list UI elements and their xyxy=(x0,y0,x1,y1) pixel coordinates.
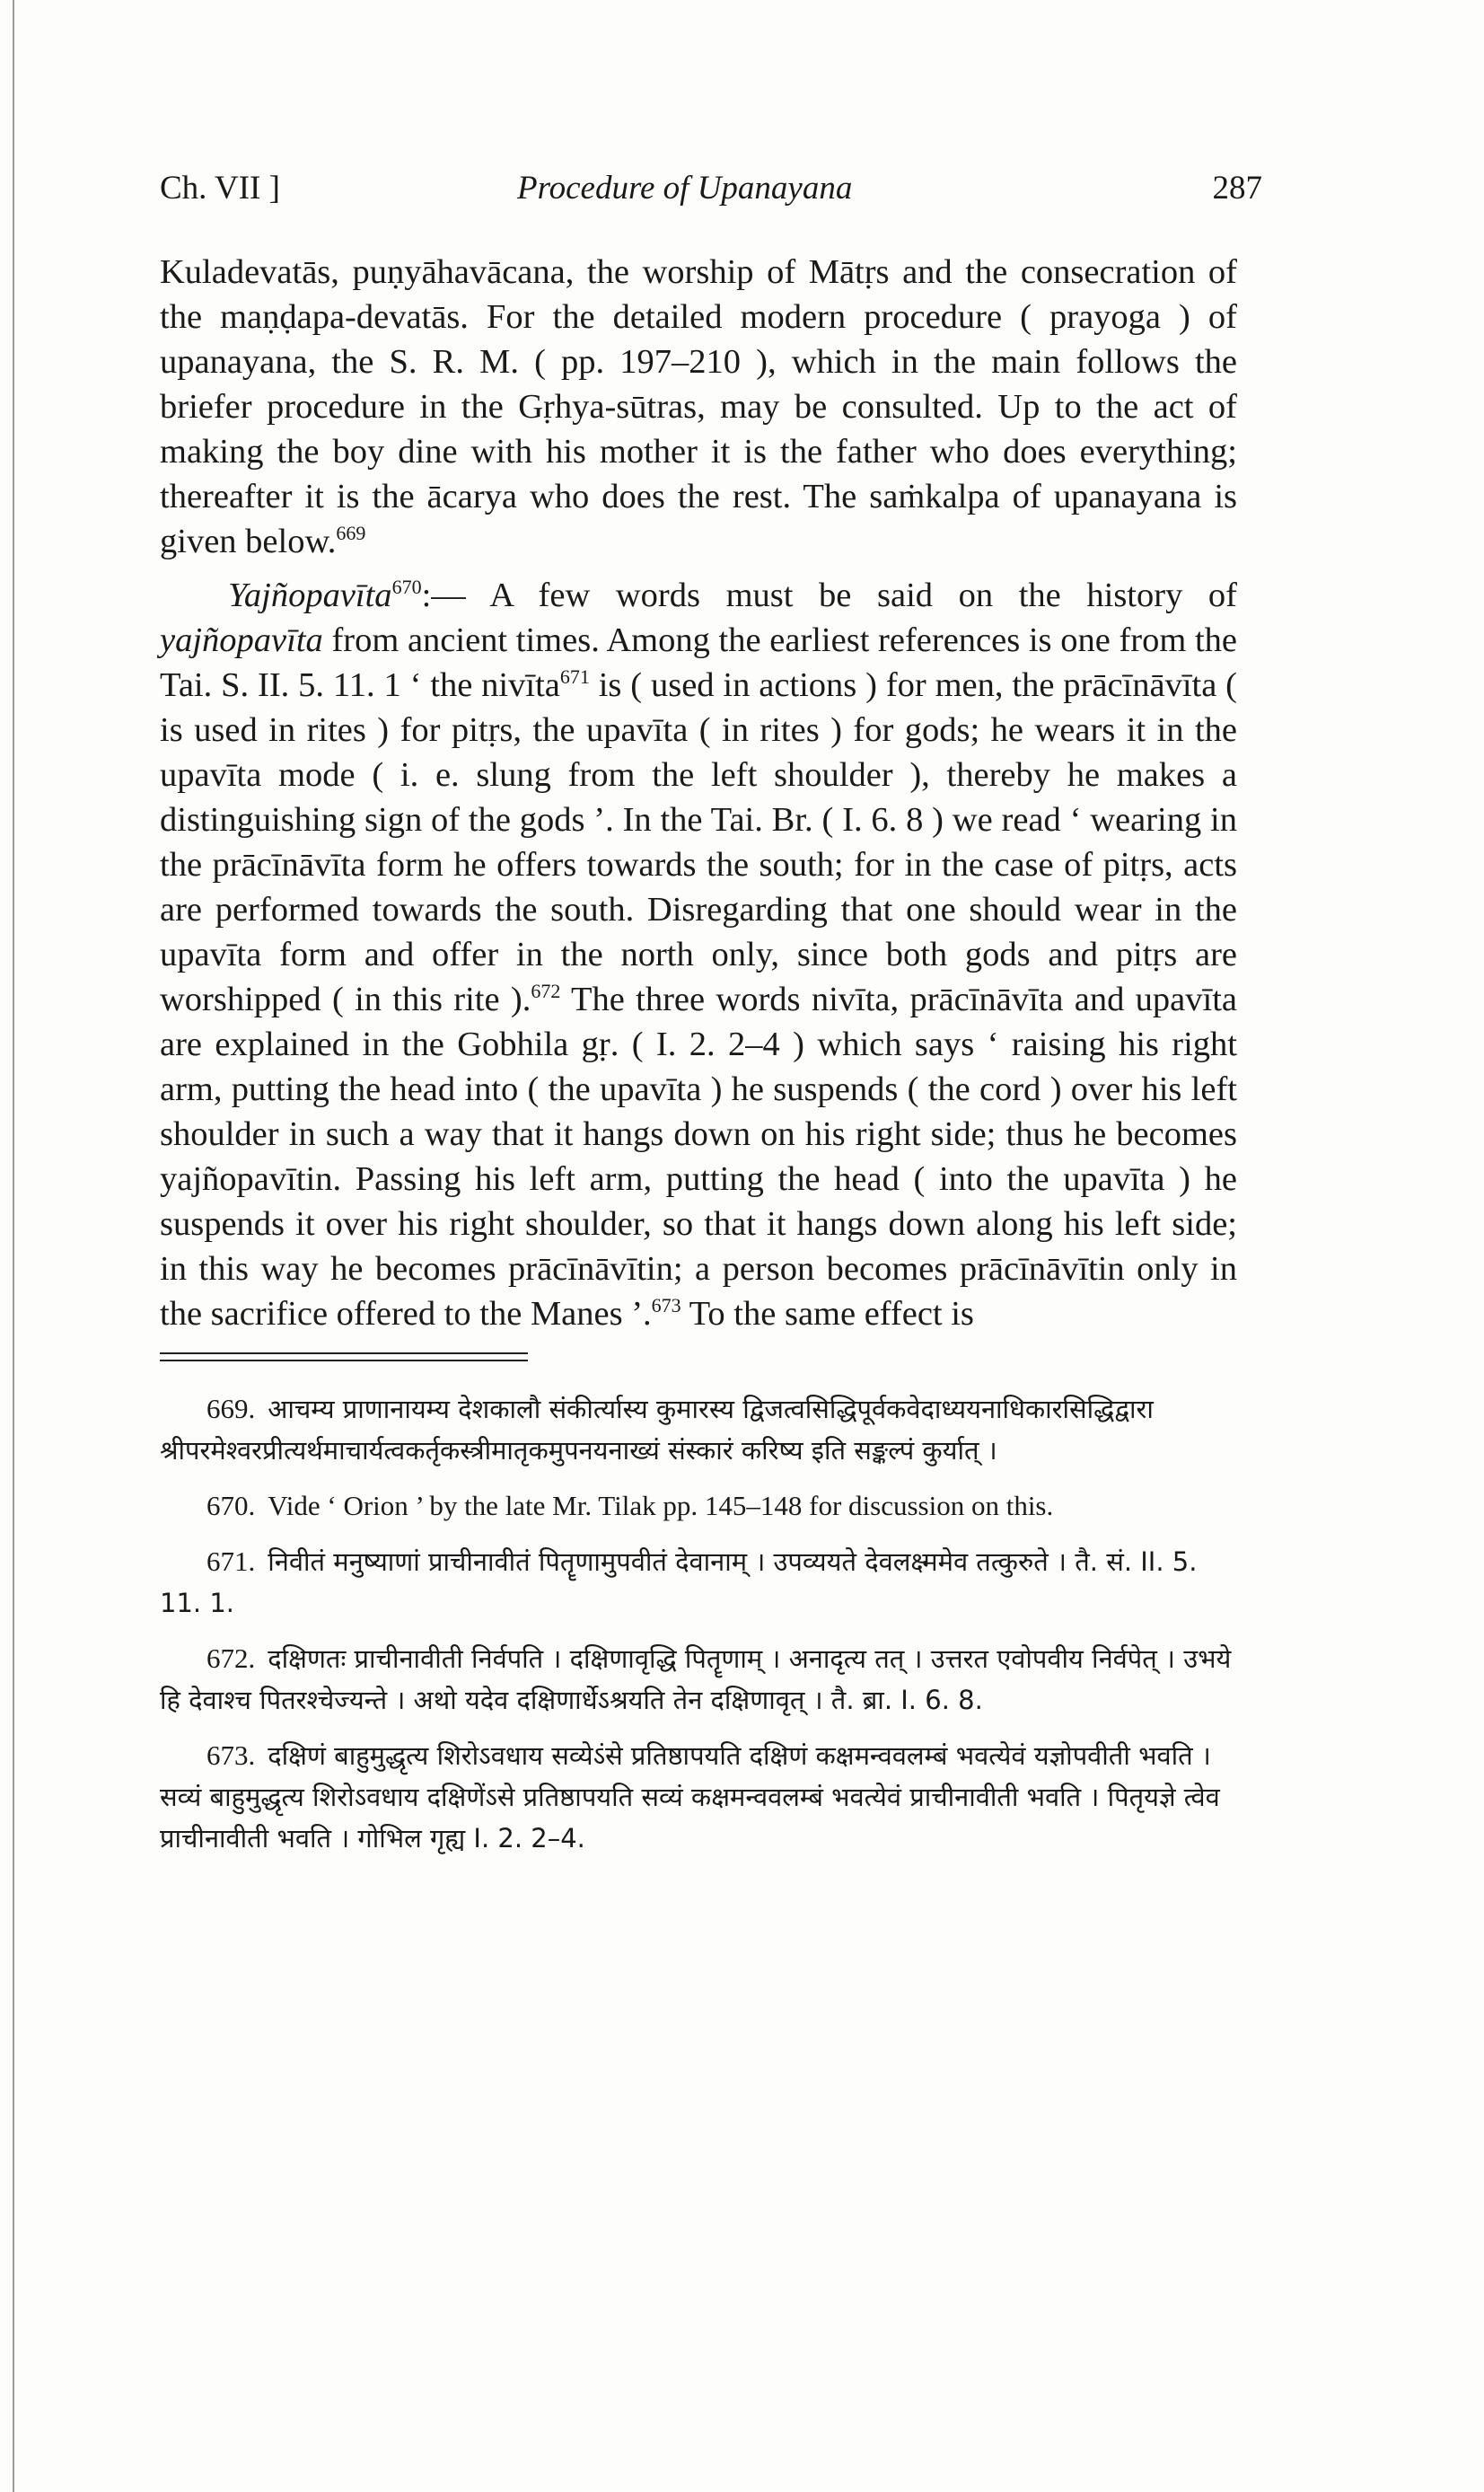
footnote-text: दक्षिणं बाहुमुद्धृत्य शिरोऽवधाय सव्येऽंसे प्रतिष्ठापयति दक्षिणं कक्षमन्ववलम्बं भवत्येवं यज्ञोपवीती भवति । सव्यं बाहुमुद्धृत्य शिरोऽवधाय दक्षिणेंऽसे प्रतिष्ठापयति सव्यं कक्षमन्ववलम्बं भवत्येवं प्राचीनावीती भवति । पितृयज्ञे त्वेव प्राचीनावीती भवति । गोभिल गृह्य I. 2. 2–4. xyxy=(160,1740,1220,1854)
footnotes xyxy=(160,1388,1237,1859)
page-number: 287 xyxy=(1212,170,1262,207)
page xyxy=(160,169,1262,1873)
footnote-text: Vide ‘ Orion ’ by the late Mr. Tilak pp. 145–148 for discussion on this. xyxy=(268,1490,1054,1521)
footnote-number: 670. xyxy=(206,1490,256,1521)
footnote-ref-673[interactable]: 673 xyxy=(651,1294,681,1317)
paragraph-2-italic-term: yajñopavīta xyxy=(160,621,323,659)
footnote-ref-670[interactable]: 670 xyxy=(391,576,422,599)
footnote-number: 669. xyxy=(206,1393,256,1424)
paragraph-2-text-b: from ancient times. Among the earliest references is one from the Tai. S. II. 5. 11. 1 ‘ the nivīta xyxy=(160,621,1237,704)
footnote-number: 671. xyxy=(206,1545,256,1577)
footnote-669 xyxy=(160,1388,1237,1471)
paragraph-1 xyxy=(160,250,1237,564)
footnote-divider xyxy=(160,1352,528,1361)
paragraph-2-text-e: To the same effect is xyxy=(681,1295,974,1333)
paragraph-1-text: Kuladevatās, puṇyāhavācana, the worship of Mātṛs and the consecration of the maṇḍapa-devatās. For the detailed modern procedure ( prayoga ) of upanayana, the S. R. M. ( pp. 197–210 ), which in the main follows the briefer procedure in the Gṛhya-sūtras, may be consulted. Up to the act of making the boy dine with his mother it is the father who does everything; thereafter it is the ācarya who does the rest. The saṁkalpa of upanayana is given below. xyxy=(160,253,1237,560)
body-text xyxy=(160,250,1237,1336)
footnote-text: निवीतं मनुष्याणां प्राचीनावीतं पितॄणामुपवीतं देवानाम् । उपव्ययते देवलक्ष्ममेव तत्कुरुते । तै. सं. II. 5. 11. 1. xyxy=(160,1546,1198,1618)
paragraph-2-text-c: is ( used in actions ) for men, the prācīnāvīta ( is used in rites ) for pitṛs, the upavīta ( in rites ) for gods; he wears it in the upavīta mode ( i. e. slung from the left shoulder ), thereby he makes a distinguishing sign of the gods ’. In the Tai. Br. ( I. 6. 8 ) we read ‘ wearing in the prācīnāvīta form he offers towards the south; for in the case of pitṛs, acts are performed towards the south. Disregarding that one should wear in the upavīta form and offer in the north only, since both gods and pitṛs are worshipped ( in this rite ). xyxy=(160,666,1237,1018)
footnote-text: दक्षिणतः प्राचीनावीती निर्वपति । दक्षिणावृद्धि पितॄणाम् । अनादृत्य तत् । उत्तरत एवोपवीय निर्वपेत् । उभये हि देवाश्च पितरश्चेज्यन्ते । अथो यदेव दक्षिणार्धेऽश्रयति तेन दक्षिणावृत् । तै. ब्रा. I. 6. 8. xyxy=(160,1643,1232,1715)
paragraph-2 xyxy=(160,573,1237,1336)
footnote-text: आचम्य प्राणानायम्य देशकालौ संकीर्त्यास्य कुमारस्य द्विजत्वसिद्धिपूर्वकवेदाध्ययनाधिकारसिद्धिद्वारा श्रीपरमेश्वरप्रीत्यर्थमाचार्यत्वकर्तृकस्त्रीमातृकमुपनयनाख्यं संस्कारं करिष्य इति सङ्कल्पं कुर्यात् । xyxy=(160,1394,1154,1466)
yajnopavita-heading: Yajñopavīta xyxy=(228,577,392,614)
footnote-ref-669[interactable]: 669 xyxy=(336,522,366,545)
footnote-number: 673. xyxy=(206,1739,256,1771)
footnote-number: 672. xyxy=(206,1642,256,1674)
footnote-672 xyxy=(160,1638,1237,1721)
chapter-label: Ch. VII ] xyxy=(160,170,280,207)
page-edge-line xyxy=(13,0,14,2492)
footnote-ref-672[interactable]: 672 xyxy=(531,980,561,1003)
footnote-ref-671[interactable]: 671 xyxy=(559,665,590,689)
paragraph-2-text-a: :— A few words must be said on the history of xyxy=(421,577,1237,614)
page-title: Procedure of Upanayana xyxy=(517,170,853,207)
running-head xyxy=(160,169,1262,223)
footnote-670 xyxy=(160,1485,1237,1527)
footnote-671 xyxy=(160,1541,1237,1624)
footnote-673 xyxy=(160,1735,1237,1859)
paragraph-2-text-d: The three words nivīta, prācīnāvīta and upavīta are explained in the Gobhila gṛ. ( I. 2. 2–4 ) which says ‘ raising his right arm, putting the head into ( the upavīta ) he suspends ( the cord ) over his left shoulder in such a way that it hangs down on his right side; thus he becomes yajñopavītin. Passing his left arm, putting the head ( into the upavīta ) he suspends it over his right shoulder, so that it hangs down along his left side; in this way he becomes prācīnāvītin; a person becomes prācīnāvītin only in the sacrifice offered to the Manes ’. xyxy=(160,981,1237,1333)
